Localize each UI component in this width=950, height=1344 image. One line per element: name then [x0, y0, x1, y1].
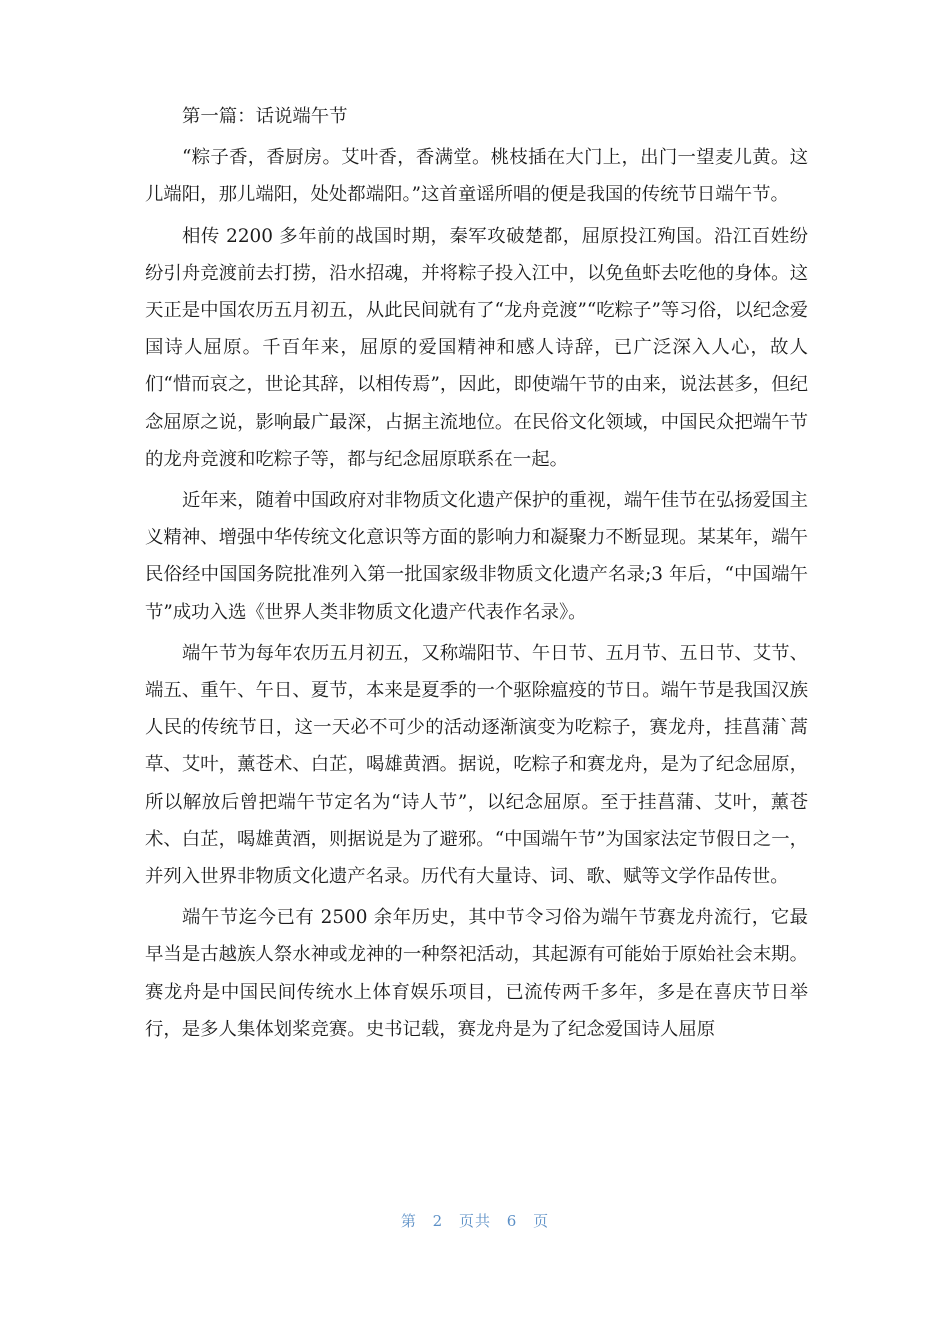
paragraph-5: 端午节迄今已有 2500 余年历史，其中节令习俗为端午节赛龙舟流行，它最早当是古越族人祭水神或龙神的一种祭祀活动，其起源有可能始于原始社会末期。赛龙舟是中国民间传统水上体育娱乐项目，已流传两千多年，多是在喜庆节日举行，是多人集体划桨竞赛。史书记载，赛龙舟是为了纪念爱国诗人屈原: [145, 907, 808, 1040]
paragraph-3: 近年来，随着中国政府对非物质文化遗产保护的重视，端午佳节在弘扬爱国主义精神、增强中华传统文化意识等方面的影响力和凝聚力不断显现。某某年，端午民俗经中国国务院批准列入第一批国家级非物质文化遗产名录;3 年后，“中国端午节”成功入选《世界人类非物质文化遗产代表作名录》。: [145, 490, 808, 623]
paragraph-4: 端午节为每年农历五月初五，又称端阳节、午日节、五月节、五日节、艾节、端五、重午、午日、夏节，本来是夏季的一个驱除瘟疫的节日。端午节是我国汉族人民的传统节日，这一天必不可少的活动逐渐演变为吃粽子，赛龙舟，挂菖蒲`蒿草、艾叶，薰苍术、白芷，喝雄黄酒。据说，吃粽子和赛龙舟，是为了纪念屈原，所以解放后曾把端午节定名为“诗人节”，以纪念屈原。至于挂菖蒲、艾叶，薰苍术、白芷，喝雄黄酒，则据说是为了避邪。“中国端午节”为国家法定节假日之一，并列入世界非物质文化遗产名录。历代有大量诗、词、歌、赋等文学作品传世。: [145, 642, 808, 888]
paragraph-2: 相传 2200 多年前的战国时期，秦军攻破楚都，屈原投江殉国。沿江百姓纷纷引舟竞渡前去打捞，沿水招魂，并将粽子投入江中，以免鱼虾去吃他的身体。这天正是中国农历五月初五，从此民间就有了“龙舟竞渡”“吃粽子”等习俗，以纪念爱国诗人屈原。千百年来，屈原的爱国精神和感人诗辞，已广泛深入人心，故人们“惜而哀之，世论其辞，以相传焉”，因此，即使端午节的由来，说法甚多，但纪念屈原之说，影响最广最深，占据主流地位。在民俗文化领域，中国民众把端午节的龙舟竞渡和吃粽子等，都与纪念屈原联系在一起。: [145, 225, 808, 470]
page-number-label: 第 2 页共 6 页: [400, 1212, 550, 1230]
document-body: [145, 98, 808, 1048]
paragraph-1: “粽子香，香厨房。艾叶香，香满堂。桃枝插在大门上，出门一望麦儿黄。这儿端阳，那儿端阳，处处都端阳。”这首童谣所唱的便是我国的传统节日端午节。: [145, 147, 808, 206]
page-footer: [0, 1210, 950, 1231]
section-heading: 第一篇：话说端午节: [182, 106, 348, 127]
